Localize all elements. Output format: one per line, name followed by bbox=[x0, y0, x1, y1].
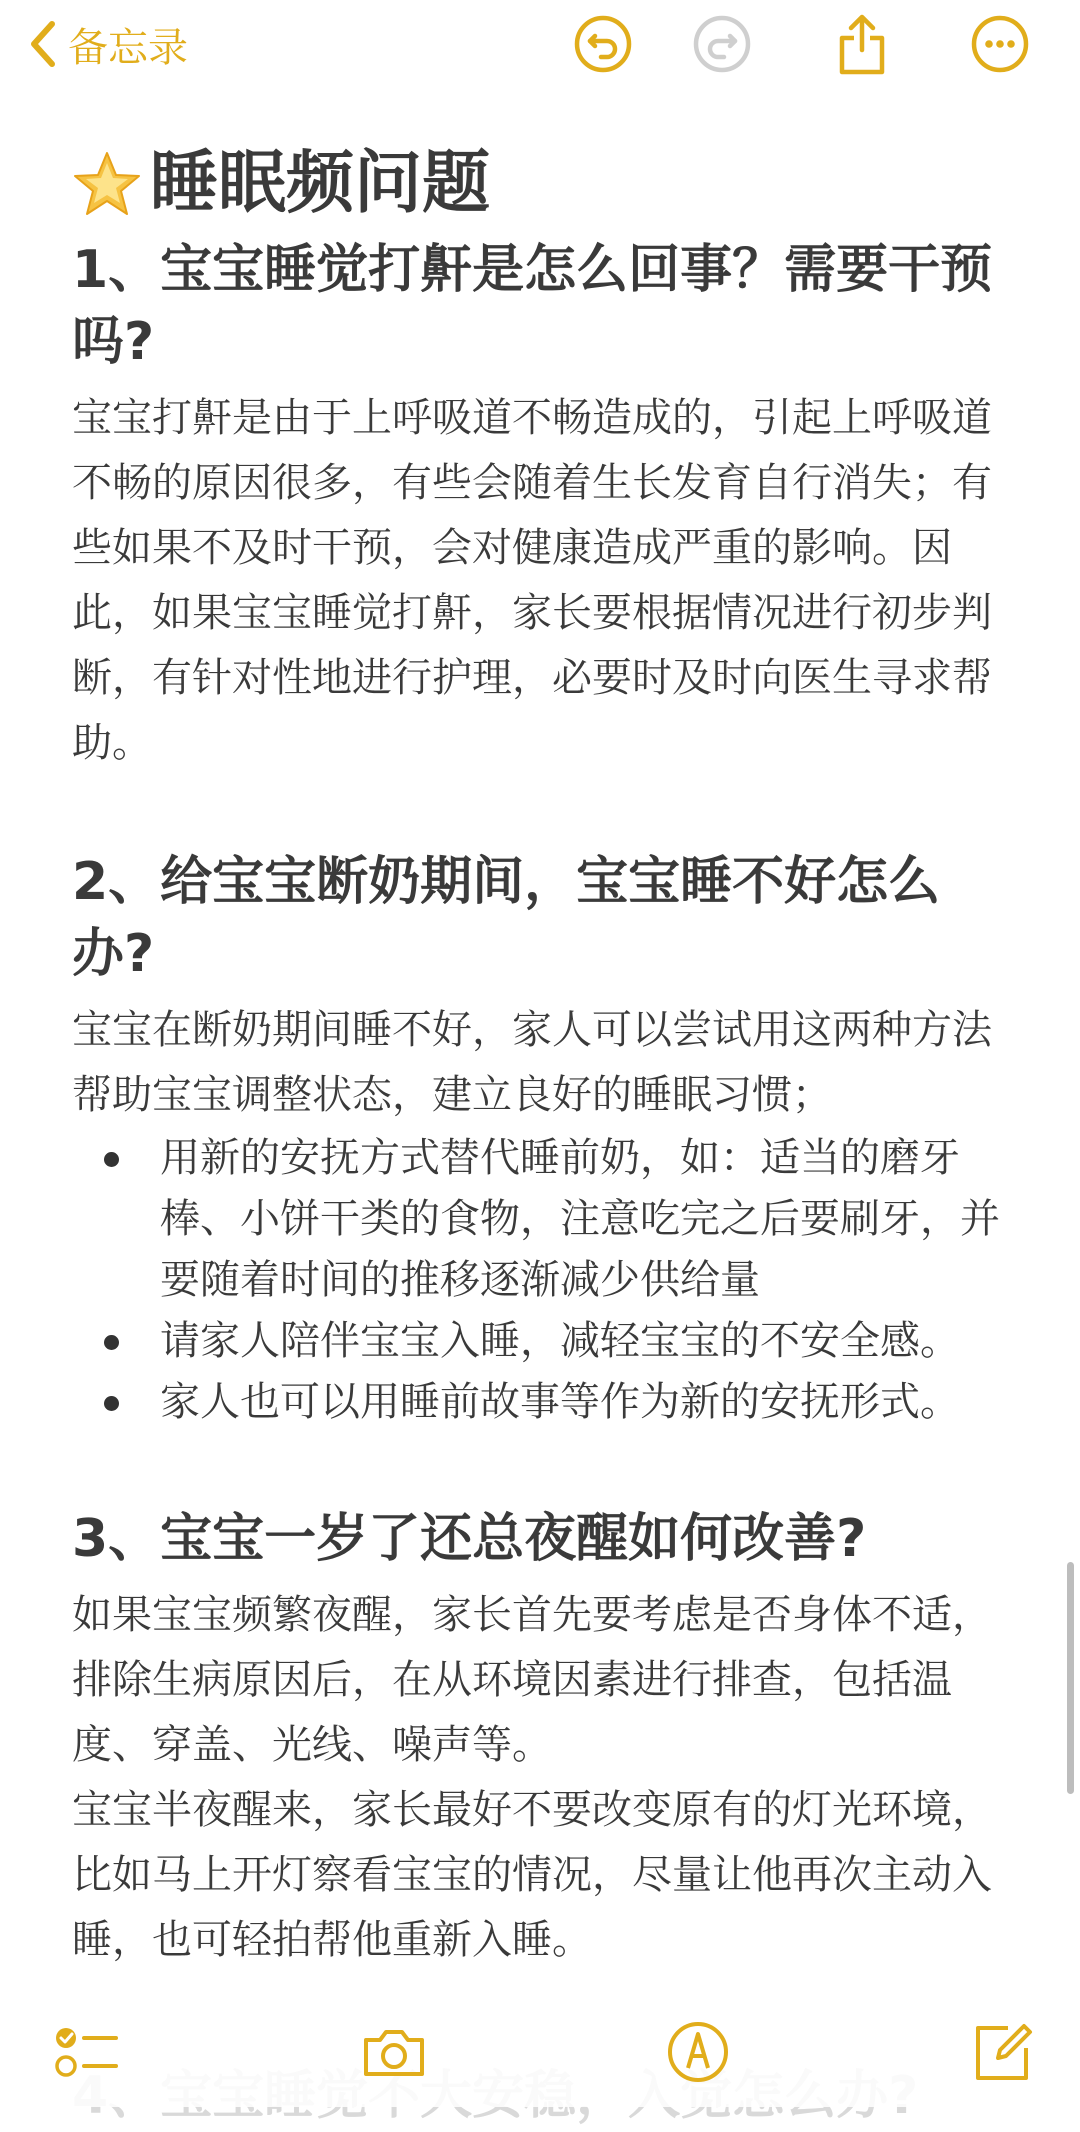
section-3 bbox=[72, 1503, 1022, 1973]
scrollbar[interactable] bbox=[1067, 1562, 1074, 1794]
bullet-list bbox=[72, 1128, 1022, 1433]
list-item bbox=[72, 1372, 1022, 1433]
section-1-heading: 1、宝宝睡觉打鼾是怎么回事？需要干预吗? bbox=[72, 240, 993, 372]
section-3-paragraph-1: 如果宝宝频繁夜醒，家长首先要考虑是否身体不适，排除生病原因后，在从环境因素进行排查，包括温度、穿盖、光线、噪声等。 bbox=[72, 1592, 992, 1768]
chevron-left-icon bbox=[28, 18, 58, 70]
list-item-text: 家人也可以用睡前故事等作为新的安抚形式。 bbox=[160, 1379, 960, 1425]
note-title-text: 睡眠频问题 bbox=[150, 144, 491, 223]
section-3-paragraph-2: 宝宝半夜醒来，家长最好不要改变原有的灯光环境，比如马上开灯察看宝宝的情况，尽量让他再次主动入睡，也可轻拍帮他重新入睡。 bbox=[72, 1787, 992, 1963]
redo-icon[interactable] bbox=[690, 12, 754, 76]
compose-icon[interactable] bbox=[968, 2018, 1036, 2086]
bottom-toolbar bbox=[0, 1998, 1080, 2107]
section-3-heading: 3、宝宝一岁了还总夜醒如何改善? bbox=[72, 1509, 867, 1569]
section-2 bbox=[72, 846, 1022, 1433]
list-item-text: 用新的安抚方式替代睡前奶，如：适当的磨牙棒、小饼干类的食物，注意吃完之后要刷牙，并要随着时间的推移逐渐减少供给量 bbox=[160, 1135, 1000, 1303]
star-emoji-icon bbox=[72, 149, 142, 219]
section-2-heading: 2、给宝宝断奶期间，宝宝睡不好怎么办? bbox=[72, 852, 941, 984]
bullet-dot bbox=[104, 1396, 119, 1411]
section-2-paragraph: 宝宝在断奶期间睡不好，家人可以尝试用这两种方法帮助宝宝调整状态，建立良好的睡眠习惯； bbox=[72, 1007, 992, 1118]
section-1-paragraph: 宝宝打鼾是由于上呼吸道不畅造成的，引起上呼吸道不畅的原因很多，有些会随着生长发育自行消失；有些如果不及时干预，会对健康造成严重的影响。因此，如果宝宝睡觉打鼾，家长要根据情况进行初步判断，有针对性地进行护理，必要时及时向医生寻求帮助。 bbox=[72, 395, 992, 766]
camera-icon[interactable] bbox=[360, 2018, 428, 2086]
back-label: 备忘录 bbox=[68, 24, 188, 71]
undo-icon[interactable] bbox=[571, 12, 635, 76]
section-1 bbox=[72, 234, 1022, 776]
share-icon[interactable] bbox=[830, 12, 894, 76]
more-icon[interactable] bbox=[968, 12, 1032, 76]
bullet-dot bbox=[104, 1335, 119, 1350]
bullet-dot bbox=[104, 1152, 119, 1167]
checklist-icon[interactable] bbox=[52, 2018, 120, 2086]
list-item-text: 请家人陪伴宝宝入睡，减轻宝宝的不安全感。 bbox=[160, 1318, 960, 1364]
list-item bbox=[72, 1128, 1022, 1311]
note-body[interactable] bbox=[72, 138, 1022, 1973]
note-title bbox=[72, 138, 1022, 230]
list-item bbox=[72, 1311, 1022, 1372]
back-button[interactable] bbox=[28, 14, 188, 74]
markup-pen-icon[interactable] bbox=[664, 2018, 732, 2086]
top-navigation-bar bbox=[0, 0, 1080, 90]
